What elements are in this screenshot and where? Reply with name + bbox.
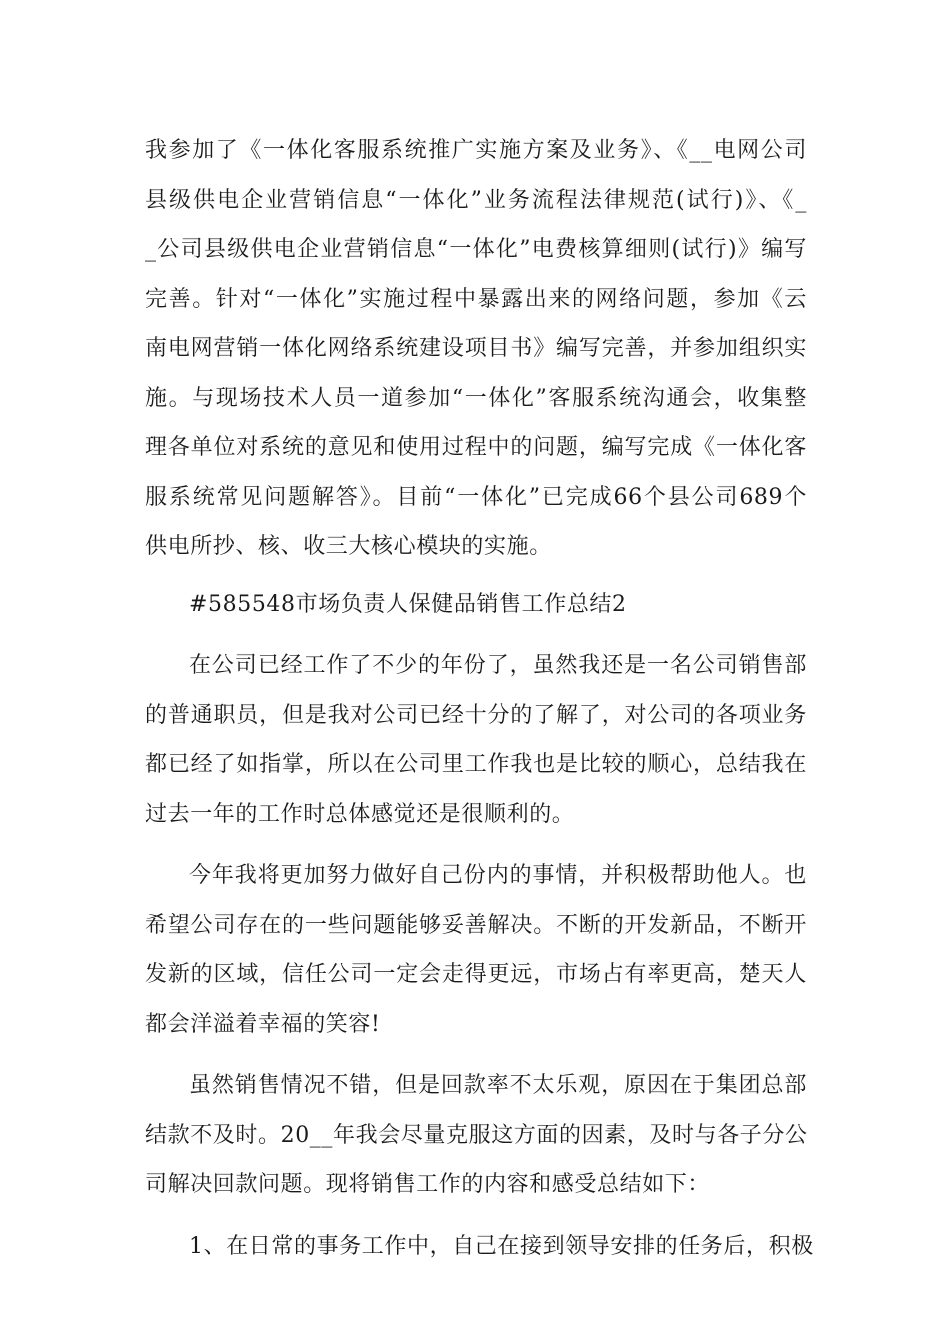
text-line: 发新的区域，信任公司一定会走得更远，市场占有率更高，楚天人 bbox=[145, 962, 807, 987]
text-line: 都会洋溢着幸福的笑容! bbox=[145, 1011, 381, 1037]
text-line: 供电所抄、核、收三大核心模块的实施。 bbox=[145, 534, 552, 559]
text-line: 理各单位对系统的意见和使用过程中的问题，编写完成《一体化客 bbox=[145, 435, 807, 460]
text-line: 结款不及时。20__年我会尽量克服这方面的因素，及时与各子分公 bbox=[145, 1122, 808, 1148]
paragraph-4 bbox=[145, 1061, 807, 1210]
section-heading-text: #585548市场负责人保健品销售工作总结2 bbox=[189, 591, 627, 617]
text-line: 司解决回款问题。现将销售工作的内容和感受总结如下： bbox=[145, 1172, 711, 1197]
paragraph-2 bbox=[145, 641, 807, 839]
text-line: 服系统常见问题解答》。目前“一体化”已完成66个县公司689个 bbox=[145, 484, 807, 510]
text-line: _公司县级供电企业营销信息“一体化”电费核算细则(试行)》编写 bbox=[145, 237, 807, 262]
text-line: 过去一年的工作时总体感觉还是很顺利的。 bbox=[145, 801, 575, 827]
text-line: 希望公司存在的一些问题能够妥善解决。不断的开发新品，不断开 bbox=[145, 912, 807, 938]
section-heading bbox=[145, 580, 807, 630]
text-line: 都已经了如指掌，所以在公司里工作我也是比较的顺心，总结我在 bbox=[145, 752, 807, 777]
text-line: 南电网营销一体化网络系统建设项目书》编写完善，并参加组织实 bbox=[145, 336, 807, 361]
text-line: 虽然销售情况不错，但是回款率不太乐观，原因在于集团总部 bbox=[189, 1073, 807, 1098]
document-body bbox=[145, 126, 814, 1271]
text-line: 在公司已经工作了不少的年份了，虽然我还是一名公司销售部 bbox=[189, 653, 807, 678]
text-line: 今年我将更加努力做好自己份内的事情，并积极帮助他人。也 bbox=[189, 863, 807, 888]
paragraph-5 bbox=[145, 1222, 814, 1272]
paragraph-1 bbox=[145, 126, 807, 572]
text-line: 县级供电企业营销信息“一体化”业务流程法律规范(试行)》、《_ bbox=[145, 187, 807, 213]
text-line: 我参加了《一体化客服系统推广实施方案及业务》、《__电网公司 bbox=[145, 138, 807, 163]
text-line: 完善。针对“一体化”实施过程中暴露出来的网络问题，参加《云 bbox=[145, 286, 807, 312]
text-line: 1、在日常的事务工作中，自己在接到领导安排的任务后，积极 bbox=[189, 1233, 814, 1259]
text-line: 的普通职员，但是我对公司已经十分的了解了，对公司的各项业务 bbox=[145, 702, 807, 728]
text-line: 施。与现场技术人员一道参加“一体化”客服系统沟通会，收集整 bbox=[145, 385, 807, 411]
paragraph-3 bbox=[145, 851, 807, 1049]
